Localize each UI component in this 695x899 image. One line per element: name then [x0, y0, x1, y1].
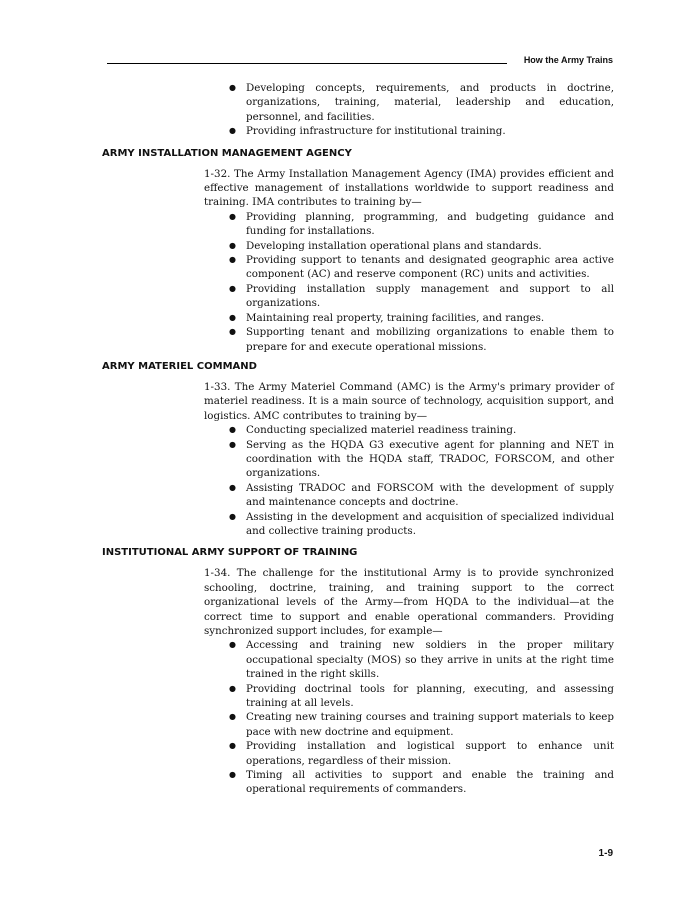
- list-item: ● Providing planning, programming, and budgeting guidance and funding for installations.: [246, 210, 614, 239]
- running-header-title: How the Army Trains: [523, 55, 613, 65]
- section-heading-amc: ARMY MATERIEL COMMAND: [102, 360, 257, 372]
- list-item: ● Providing support to tenants and designated geographic area active component (AC) and reserve component (RC) units and activities.: [246, 253, 614, 282]
- ima-bullet-list: [204, 210, 614, 354]
- section-heading-ima: ARMY INSTALLATION MANAGEMENT AGENCY: [102, 147, 352, 159]
- paragraph-1-34: 1-34. The challenge for the institutional Army is to provide synchronized schooling, doctrine, training, and training support to the correct organizational levels of the Army—from HQDA to the individual—at the correct time to support and enable operational commanders. Providing synchronized support includes, for example—: [204, 567, 614, 637]
- list-item: ● Developing installation operational plans and standards.: [246, 239, 614, 253]
- section-institutional: [204, 566, 614, 797]
- intro-bullets-block: [204, 81, 614, 139]
- list-item: ● Timing all activities to support and enable the training and operational requirements of commanders.: [246, 768, 614, 797]
- page-body: [102, 81, 614, 797]
- list-item: ● Supporting tenant and mobilizing organizations to enable them to prepare for and execute operational missions.: [246, 325, 614, 354]
- list-item: ● Providing installation and logistical support to enhance unit operations, regardless of their mission.: [246, 739, 614, 768]
- list-item: ● Serving as the HQDA G3 executive agent for planning and NET in coordination with the HQDA staff, TRADOC, FORSCOM, and other organizations.: [246, 438, 614, 481]
- section-ima: [204, 167, 614, 354]
- list-item: ● Accessing and training new soldiers in the proper military occupational specialty (MOS) so they arrive in units at the right time trained in the right skills.: [246, 638, 614, 681]
- section-heading-institutional: INSTITUTIONAL ARMY SUPPORT OF TRAINING: [102, 547, 358, 559]
- header-rule: [107, 63, 507, 64]
- list-item: ● Developing concepts, requirements, and products in doctrine, organizations, training, material, leadership and education, personnel, and facilities.: [246, 81, 614, 124]
- paragraph-1-33: 1-33. The Army Materiel Command (AMC) is the Army's primary provider of materiel readiness. It is a main source of technology, acquisition support, and logistics. AMC contributes to training by—: [204, 380, 614, 422]
- list-item: ● Providing installation supply management and support to all organizations.: [246, 282, 614, 311]
- page-number: 1-9: [598, 848, 613, 859]
- list-item: ● Providing doctrinal tools for planning, executing, and assessing training at all levels.: [246, 682, 614, 711]
- intro-bullet-list: [204, 81, 614, 139]
- list-item: ● Assisting TRADOC and FORSCOM with the development of supply and maintenance concepts and doctrine.: [246, 481, 614, 510]
- list-item: ● Assisting in the development and acquisition of specialized individual and collective training products.: [246, 510, 614, 539]
- list-item: ● Conducting specialized materiel readiness training.: [246, 423, 614, 437]
- list-item: ● Providing infrastructure for institutional training.: [246, 124, 614, 138]
- list-item: ● Creating new training courses and training support materials to keep pace with new doctrine and equipment.: [246, 710, 614, 739]
- paragraph-1-32: 1-32. The Army Installation Management Agency (IMA) provides efficient and effective management of installations worldwide to support readiness and training. IMA contributes to training by—: [204, 167, 614, 209]
- institutional-bullet-list: [204, 638, 614, 796]
- amc-bullet-list: [204, 423, 614, 538]
- section-amc: [204, 380, 614, 538]
- list-item: ● Maintaining real property, training facilities, and ranges.: [246, 311, 614, 325]
